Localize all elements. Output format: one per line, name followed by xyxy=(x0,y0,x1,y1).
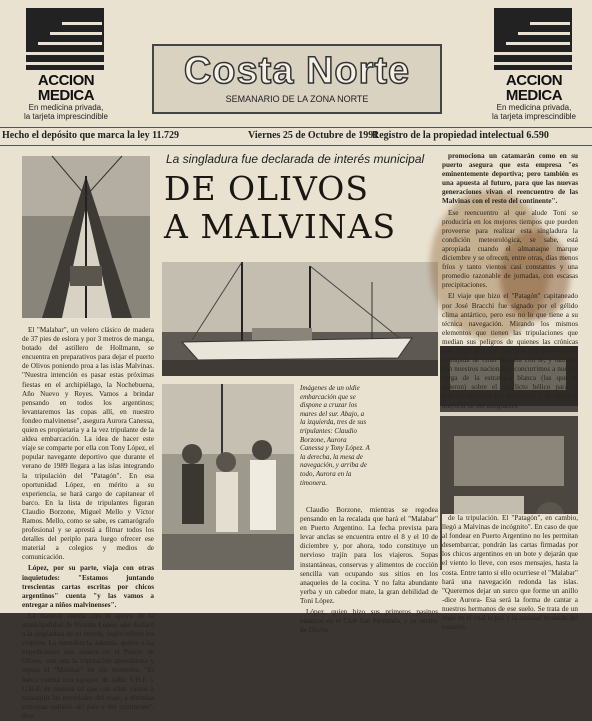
article-column-1: El "Malabar", un velero clásico de madera de 37 pies de eslora y por 3 metros de manga, botado del astillero de Hollmann, se encuentra en preparativos para dejar el puerto de Olivos poniendo proa a las islas Malvinas. "Nuestra intención es pasar estas próximas fiestas en el archipiélago, la Nochebuena, Año Nuevo y Reyes. Vamos a brindar pensando en todos los argentinos; levantaremos las copas allí, en nuestro fondeo malvinense", asegura Aurora Canessa, quien es propietaria y a la vez tripulante de la aldea embarcación. La idea de hacer este viaje se comparte por ella con Tony López, el popular navegante deportivo que durante el verano de 1989 llegara a las islas integrando la tripulación del "Patagón". En esa oportunidad López, en mérito a su experiencia, se hará cargo de capitanear el barco. En la lista de tripulantes figuran Claudio Borzone, Miguel Mello y Víctor Ramos. Mello, como se sabe, es camarógrafo profesional y se aprestá a filmar todos los detalles del periplo para luego ofrecer ese material a colegios y medios de comunicación. López, por su parte, viaja con otras inquietudes: "Estamos juntando trescientas cartas escritas por chicos argentinos" cuenta "y las vamos a entregar a niños malvinenses". La travesía cuenta con el apoyo de la municipalidad de Vicente López, que declaró a la singladura de su interés, según refiere los viajeros. La intendencia, además, quiere a las expediciones una amarra en el Puerto de Olivos, con una la tripulación aprovisiona y repara el "Malabar" en sus dominios. "El barco cuenta con equipos de radio V.H.F. y U.H.F. de manera tal que con ellos vamos a transmitir las novedades del viaje, a distintas emisoras radiales del país y del continente", dice xyxy=(22,326,154,720)
newspaper-subtitle: SEMANARIO DE LA ZONA NORTE xyxy=(225,94,369,104)
ad-tagline: En medicina privada, la tarjeta imprescindible xyxy=(23,103,109,121)
photo-bow xyxy=(22,156,150,318)
article-column-3: promociona un catamarán como en su puerto asegura que esta empresa "es eminentemente deportiva; pero también es una apuesta al futuro, para que las nuevas generaciones vivan el reencuentro de las Malvinas con el resto del continente". Ese reencuentro al que alude Toni se produciría en los mejores tiempos que pueden proveerse para realizar esta singladura la condición meteorológica, se sabe, está apropiada cuando el almanaque marque diciembre y se ofrecen, entre otras, días menos fríos y tanto vientos casi constantes y una promedio razonable de jornadas, con escasas precipitaciones. El viaje que hizo el "Patagón" capitaneado por José Bracchi fue signado por el gélido clima antártico, pero eso no lo que tiene a su técnica navegación. Mirando los mismos elementos que tienen las tripulaciones que median sus peligros de quienes las crónicas nos dice: nosotros hombres del norte en su embajada de Gran Bretaña con fe, y también con nuestros nacionales, concurrimos a nuestra carga de la estrategia blanca (las que se unieron) sobre el conflicto bélico para el ingreso de todos los argentinos a la isla a la mayoría de los integrantes xyxy=(442,152,578,410)
ad-brand: ACCION MEDICA xyxy=(505,72,563,104)
legal-deposit: Hecho el depósito que marca la ley 11.729 xyxy=(2,130,180,141)
photo-crew xyxy=(162,384,294,570)
ad-tagline: En medicina privada, la tarjeta imprescindible xyxy=(491,103,577,121)
article-column-4: de la tripulación. El "Patagón", en cambio, llegó a Malvinas de incógnito". En caso de que al fondear en Puerto Argentino no les permitan desembarcar, pondrán las cartas firmadas por los chicos argentinos en un bote y dejarán que el viento lo lleve, con esos mensajes, hasta la costa. Entre tanto si ello ocurriese el "Malabar" hará una navegación redonda las islas. "Queremos dejar un surco que forme un anillo -dice Aurora- Esa será la forma de cantar a nuestros hermanos de ese suelo. Se trata de un viaje en el cual la paz y la amistad brotarán del corazón. xyxy=(442,514,578,632)
divider xyxy=(0,127,592,128)
divider xyxy=(0,145,592,146)
accion-medica-logo-icon xyxy=(26,8,104,70)
photo-caption: Imágenes de un oldie embarcación que se dispone a cruzar los mares del sur. Abajo, a la izquierda, tres de sus tripulantes: Claudio Borzone, Aurora Canessa y Tony López. A la derecha, la mesa de navegación, y arriba de todo, Aurora en la timonera. xyxy=(300,384,370,487)
article-column-2: Claudio Borzone, mientras se regodea pensando en la recalada que hará el "Malabar" en Puerto Argentino. La fecha prevista para levar anclas se encuentra entre el 8 y el 10 de diciembre y, por ahora, todo constituye un nervioso trajín para los viajeros. Sopas instantáneas, conservas y alimentos de cocción sencilla van ocupando sus sitios en los anaqueles de la cocina. Y no falta abundante yerba y un cabedor mate, la gran debilidad de Toni López. López, quien hizo sus primeros pasinos náuticos en el Club San Fernando, y es vecino de Olivos xyxy=(300,506,438,635)
article-headline: DE OLIVOS A MALVINAS xyxy=(164,169,397,246)
article-kicker: La singladura fue declarada de interés municipal xyxy=(166,152,425,166)
registry: Registro de la propiedad intelectual 6.590 xyxy=(372,130,549,141)
newspaper-title: Costa Norte xyxy=(183,50,411,92)
ad-accion-medica-left xyxy=(20,8,112,128)
masthead-title-box xyxy=(152,44,442,114)
accion-medica-logo-icon xyxy=(494,8,572,70)
issue-date: Viernes 25 de Octubre de 1991 xyxy=(248,130,379,141)
photo-sailboat xyxy=(162,262,438,376)
dateline xyxy=(0,130,592,144)
ad-brand: ACCION MEDICA xyxy=(37,72,95,104)
ad-accion-medica-right xyxy=(488,8,580,128)
